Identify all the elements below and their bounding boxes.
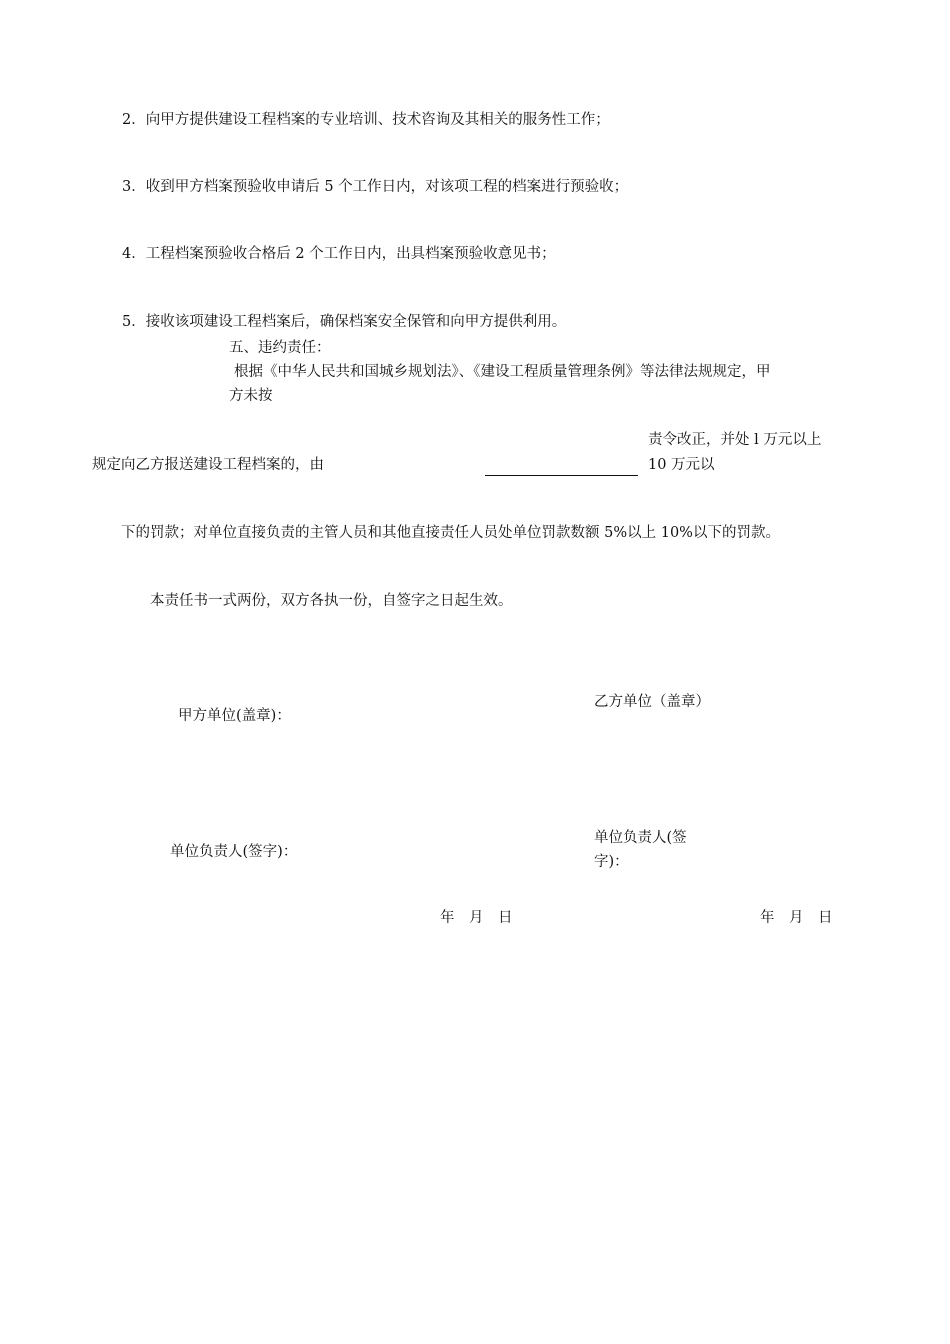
party-b-unit-label: 乙方单位（盖章） [594,694,710,710]
effect-statement: 本责任书一式两份，双方各执一份，自签字之日起生效。 [150,593,513,609]
party-a-leader-label: 单位负责人(签字)： [170,844,298,860]
party-a-date: 年 月 日 [440,910,513,926]
liability-right-line2: 10 万元以 [648,457,715,473]
party-b-leader-label: 单位负责人(签字)： [594,830,687,870]
liability-text-line1: 根据《中华人民共和国城乡规划法》、《建设工程质量管理条例》等法律法规规定，甲 [234,364,771,380]
blank-fill-line [485,475,638,476]
liability-text-line2: 方未按 [229,388,273,404]
party-a-unit-label: 甲方单位(盖章)： [178,708,291,724]
liability-left-text: 规定向乙方报送建设工程档案的，由 [92,457,324,473]
party-b-date: 年 月 日 [760,910,833,926]
clause-item-2: 2．向甲方提供建设工程档案的专业培训、技术咨询及其相关的服务性工作； [122,112,610,128]
liability-right-line1: 责令改正，并处 l 万元以上 [648,432,822,448]
clause-item-4: 4．工程档案预验收合格后 2 个工作日内，出具档案预验收意见书； [122,246,556,262]
clause-item-5: 5．接收该项建设工程档案后，确保档案安全保管和向甲方提供利用。 [122,314,567,330]
penalty-text: 下的罚款；对单位直接负责的主管人员和其他直接责任人员处单位罚款数额 5%以上 10%以下的罚款。 [121,525,780,541]
clause-item-3: 3．收到甲方档案预验收申请后 5 个工作日内，对该项工程的档案进行预验收； [122,179,629,195]
liability-heading: 五、违约责任： [229,340,331,356]
